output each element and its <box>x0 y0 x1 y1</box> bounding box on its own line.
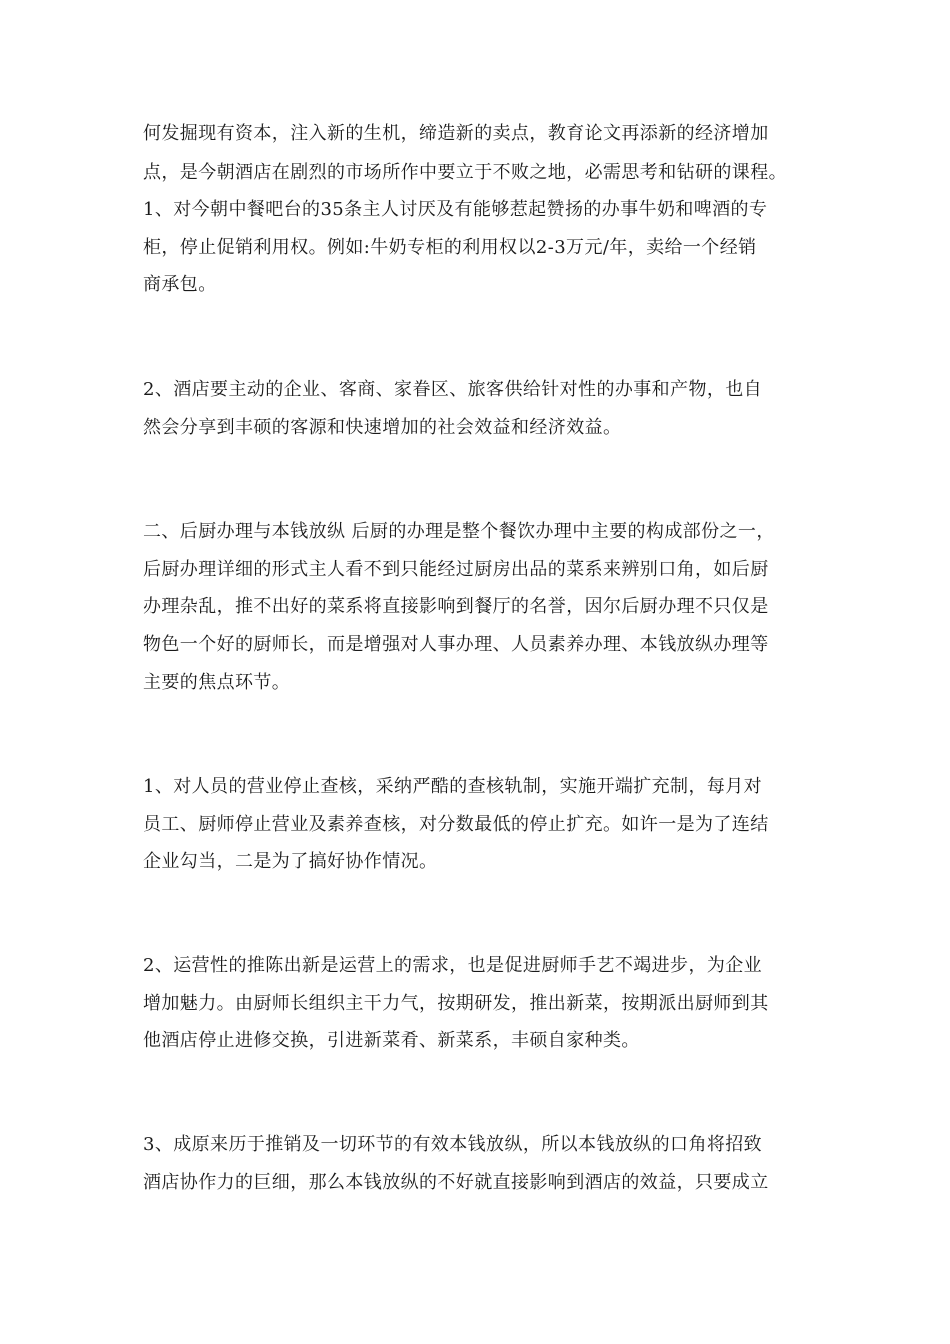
text-line: 商承包。 <box>143 274 217 295</box>
text-line: 2、酒店要主动的企业、客商、家眷区、旅客供给针对性的办事和产物，也自 <box>143 379 763 400</box>
text-line: 1、对今朝中餐吧台的35条主人讨厌及有能够惹起赞扬的办事牛奶和啤酒的专 <box>143 199 768 220</box>
text-line: 二、后厨办理与本钱放纵 后厨的办理是整个餐饮办理中主要的构成部份之一， <box>143 521 775 542</box>
text-line: 何发掘现有资本，注入新的生机，缔造新的卖点，教育论文再添新的经济增加 <box>143 123 769 144</box>
text-line: 1、对人员的营业停止查核，采纳严酷的查核轨制，实施开端扩充制，每月对 <box>143 776 763 797</box>
text-line: 主要的焦点环节。 <box>143 672 291 693</box>
text-line: 增加魅力。由厨师长组织主干力气，按期研发，推出新菜，按期派出厨师到其 <box>143 993 769 1014</box>
text-line: 柜，停止促销利用权。例如:牛奶专柜的利用权以2-3万元/年，卖给一个经销 <box>143 237 757 258</box>
text-line: 员工、厨师停止营业及素养查核，对分数最低的停止扩充。如许一是为了连结 <box>143 814 769 835</box>
text-line: 然会分享到丰硕的客源和快速增加的社会效益和经济效益。 <box>143 417 622 438</box>
text-line: 2、运营性的推陈出新是运营上的需求，也是促进厨师手艺不竭进步，为企业 <box>143 955 763 976</box>
text-line: 酒店协作力的巨细，那么本钱放纵的不好就直接影响到酒店的效益，只要成立 <box>143 1172 769 1193</box>
text-line: 企业勾当，二是为了搞好协作情况。 <box>143 851 438 872</box>
text-line: 他酒店停止进修交换，引进新菜肴、新菜系，丰硕自家种类。 <box>143 1030 640 1051</box>
text-line: 物色一个好的厨师长，而是增强对人事办理、人员素养办理、本钱放纵办理等 <box>143 634 769 655</box>
text-line: 办理杂乱，推不出好的菜系将直接影响到餐厅的名誉，因尔后厨办理不只仅是 <box>143 596 769 617</box>
text-line: 3、成原来历于推销及一切环节的有效本钱放纵，所以本钱放纵的口角将招致 <box>143 1134 763 1155</box>
text-line: 点，是今朝酒店在剧烈的市场所作中要立于不败之地，必需思考和钻研的课程。 <box>143 162 787 183</box>
text-line: 后厨办理详细的形式主人看不到只能经过厨房出品的菜系来辨别口角，如后厨 <box>143 559 769 580</box>
